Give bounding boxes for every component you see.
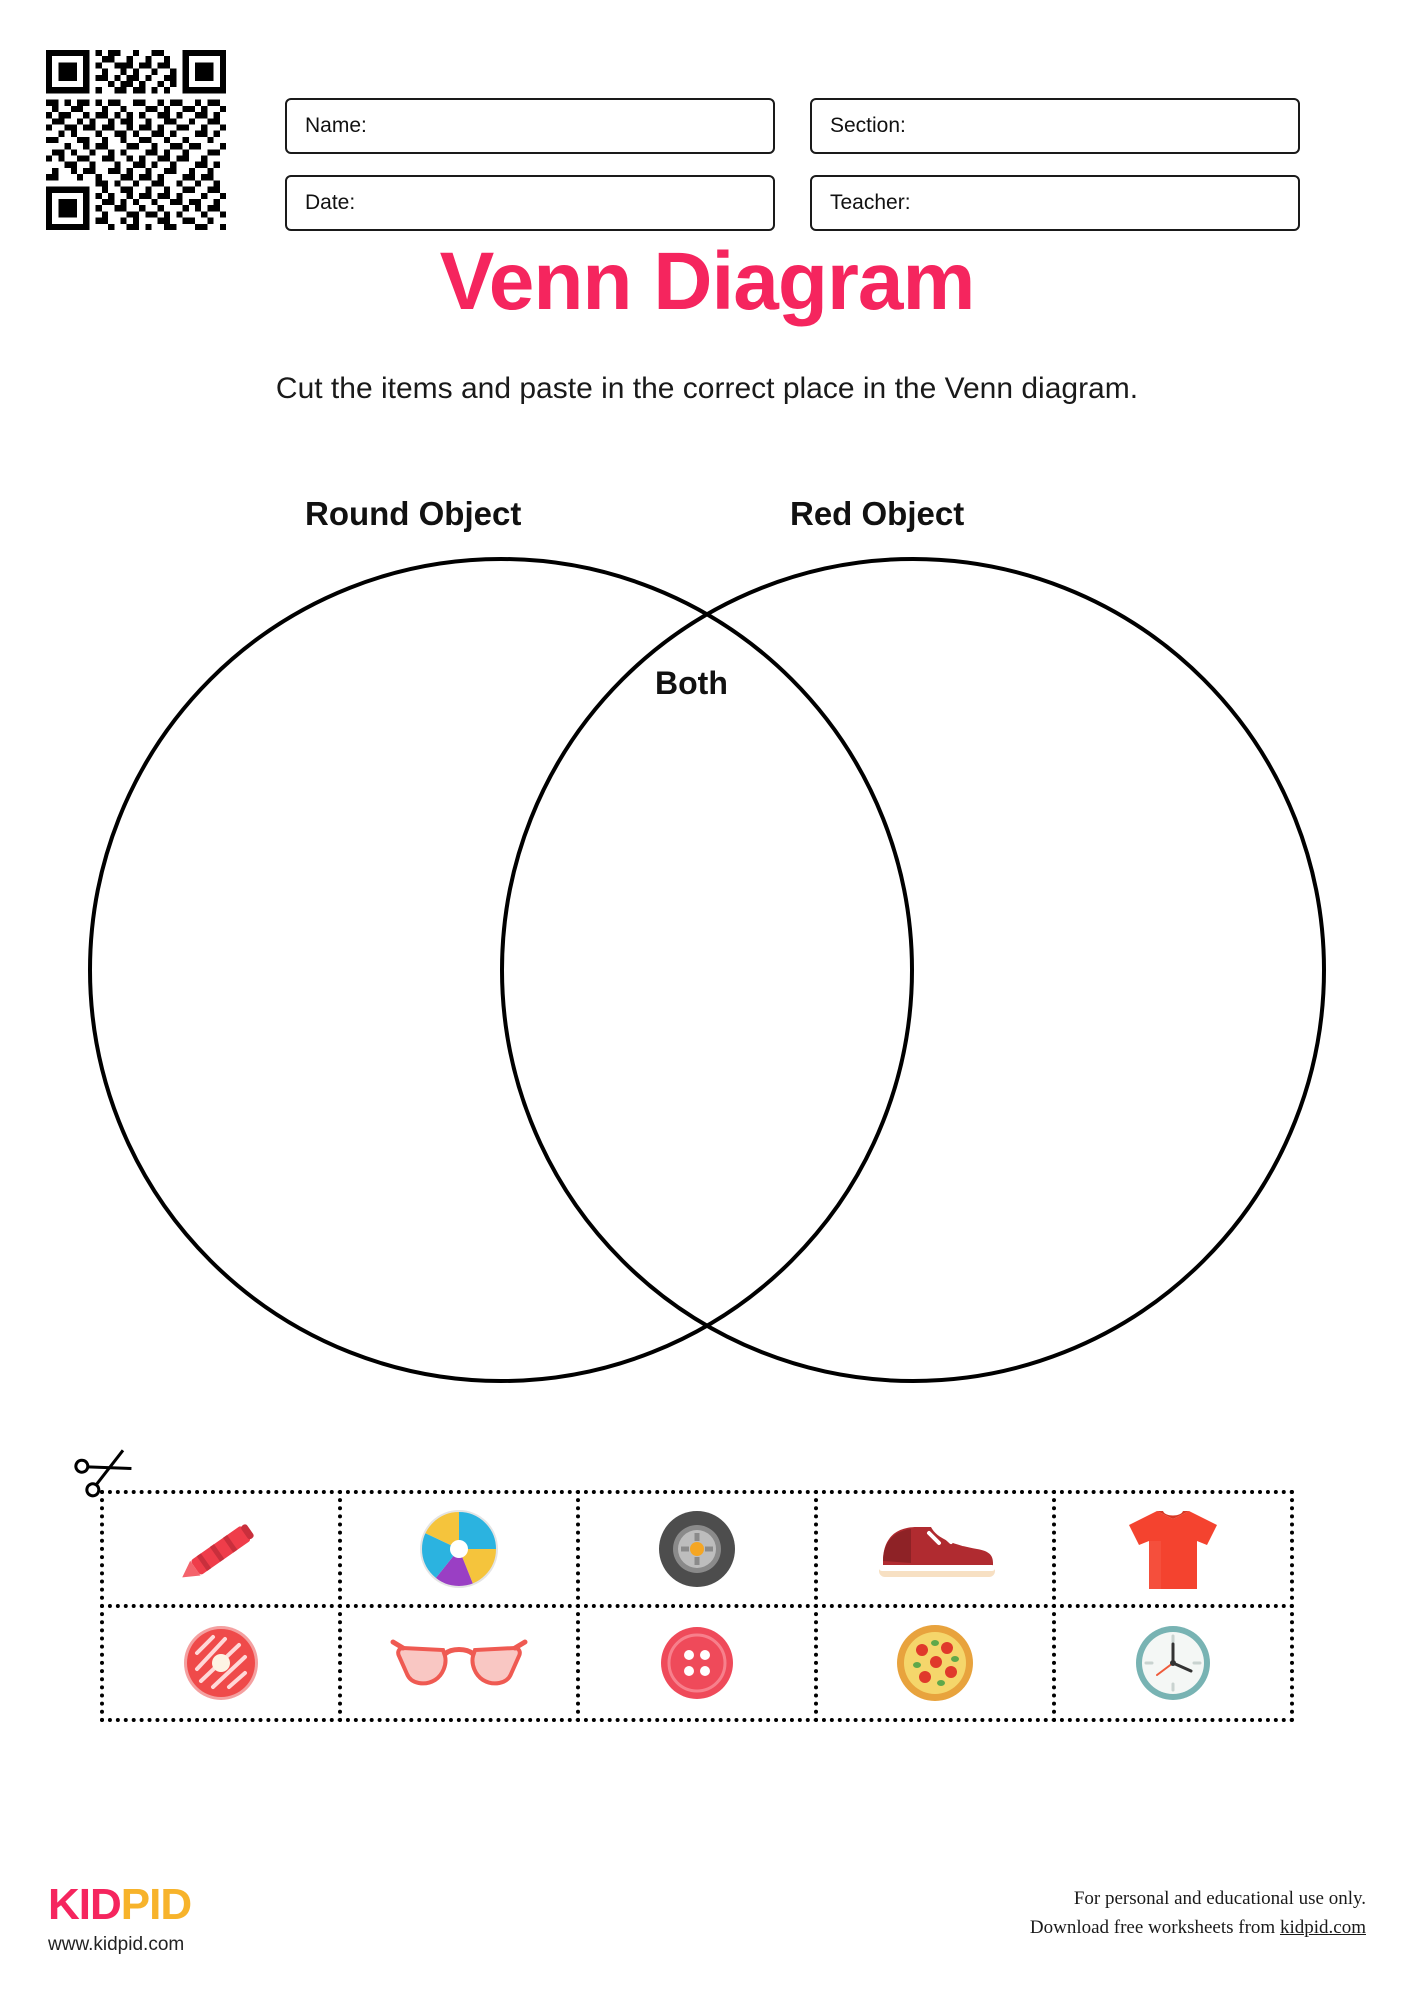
cutout-section: [100, 1490, 1310, 1718]
section-field[interactable]: [810, 98, 1300, 154]
cutout-cell-sunglasses[interactable]: [338, 1604, 580, 1722]
cutout-cell-shoe[interactable]: [814, 1490, 1056, 1608]
footer-download-text: Download free worksheets from: [1029, 1917, 1280, 1939]
kidpid-logo: [48, 1880, 191, 1930]
cutout-cell-tshirt[interactable]: [1052, 1490, 1294, 1608]
name-field[interactable]: [285, 98, 775, 154]
logo-kid-text: KID: [48, 1880, 121, 1929]
name-field-label: Name:: [305, 114, 367, 137]
logo-pid-text: PID: [120, 1880, 192, 1929]
venn-circle-right: [500, 557, 1326, 1383]
cutout-row-2: [100, 1604, 1310, 1718]
worksheet-header: [0, 40, 1414, 214]
page-instructions: Cut the items and paste in the correct place in the Venn diagram.: [275, 372, 1139, 405]
page-footer: [0, 1870, 1414, 1990]
footer-site-url: www.kidpid.com: [48, 1934, 185, 1955]
page-title: Venn Diagram: [439, 236, 975, 327]
cutout-cell-pizza[interactable]: [814, 1604, 1056, 1722]
venn-diagram: [0, 480, 1414, 1420]
footer-notice-line2: [1030, 1913, 1366, 1942]
section-field-label: Section:: [830, 114, 906, 137]
footer-kidpid-link[interactable]: kidpid.com: [1279, 1917, 1366, 1939]
footer-notice-line1: For personal and educational use only.: [1073, 1888, 1366, 1909]
cutout-row-1: [100, 1490, 1310, 1604]
cutout-cell-clock[interactable]: [1052, 1604, 1294, 1722]
teacher-field-label: Teacher:: [830, 191, 911, 214]
teacher-field[interactable]: [810, 175, 1300, 231]
date-field[interactable]: [285, 175, 775, 231]
cutout-cell-beach-ball[interactable]: [338, 1490, 580, 1608]
cutout-cell-crayon[interactable]: [100, 1490, 342, 1608]
footer-notice: [1030, 1884, 1366, 1943]
qr-code-icon: [46, 50, 226, 230]
venn-overlap-label: Both: [655, 665, 728, 701]
venn-right-label: Red Object: [790, 495, 965, 532]
cutout-cell-donut[interactable]: [100, 1604, 342, 1722]
date-field-label: Date:: [305, 191, 356, 214]
cutout-cell-button[interactable]: [576, 1604, 818, 1722]
venn-left-label: Round Object: [305, 495, 522, 532]
cutout-cell-tire[interactable]: [576, 1490, 818, 1608]
